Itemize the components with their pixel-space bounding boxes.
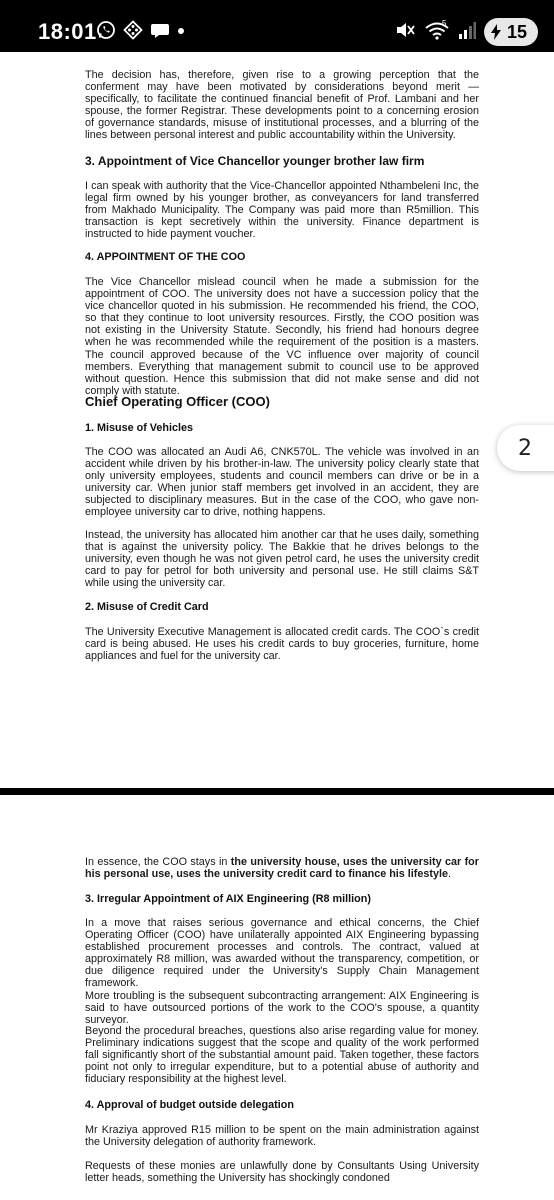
paragraph-vehicles-2: Instead, the university has allocated him another car that he uses daily, something that is against the university policy. The Bakkie that he drives belongs to the university, even though he was not given petrol card, he uses the university credit card to pay for petrol for both university and personal use. He still claims S&T while using the university car. (85, 529, 479, 590)
paragraph-aix-1: In a move that raises serious governance and ethical concerns, the Chief Operating Officer (COO) have unilaterally appointed AIX Engineering bypassing established procurement processes and controls. The contract, valued at approximately R8 million, was awarded without the transparency, competition, or due diligence required under the University's Supply Chain Management framework. (85, 917, 479, 990)
heading-coo: Chief Operating Officer (COO) (85, 394, 270, 409)
paragraph-coo-appointment: The Vice Chancellor mislead council when he made a submission for the appointment of COO. The university does not have a succession policy that the vice chancellor quoted in his submission. He recommended his friend, the COO, so that they continue to loot university resources. Firstly, the COO position was not existing in the University Statute. Secondly, his friend had honours degree when he was recommended while the requirement of the position is a masters. The council approved because of the VC influence over majority of council members. Everything that management submit to council use to be approved without question. Hence this submission that did not make sense and did not comply with statute. (85, 276, 479, 397)
signal-icon (458, 20, 476, 45)
notification-icons (96, 21, 186, 43)
section-vehicles (85, 422, 479, 434)
paragraph-essence (85, 856, 479, 880)
section-credit-card-body (85, 626, 479, 662)
section-aix-body-1 (85, 917, 479, 990)
app-grid-icon (122, 19, 144, 46)
heading-aix: 3. Irregular Appointment of AIX Engineering (R8 million) (85, 893, 371, 905)
battery-level: 15 (506, 21, 528, 42)
status-bar (0, 0, 554, 52)
essence-post: . (448, 868, 452, 881)
mute-icon (394, 19, 416, 46)
paragraph-intro: The decision has, therefore, given rise to a growing perception that the conferment may have been motivated by considerations beyond merit — specifically, to facilitate the continued financial benefit of Prof. Lambani and her spouse, the former Registrar. These developments point to a concerning erosion of governance standards, misuse of institutional processes, and a blurring of the lines between personal interest and public accountability within the University. (85, 69, 479, 142)
paragraph-vehicles-1: The COO was allocated an Audi A6, CNK570L. The vehicle was involved in an accident while driven by his brother-in-law. The university policy clearly state that only university employees, students and council members can drive or be in a university car. When junior staff members get involved in an accident, they are subjected to disciplinary measures. But in the case of the COO, who gave non-employee university car to drive, nothing happens. (85, 446, 479, 519)
page-number-indicator[interactable]: 2 (497, 425, 554, 471)
section-vehicles-body-1 (85, 446, 479, 519)
heading-budget: 4. Approval of budget outside delegation (85, 1099, 294, 1111)
paragraph-credit-card: The University Executive Management is allocated credit cards. The COO`s credit card is being abused. He uses his credit cards to buy groceries, furniture, home appliances and fuel for the university car. (85, 626, 479, 663)
dot-icon (176, 23, 186, 41)
section-essence (85, 856, 479, 880)
section-coo (85, 396, 479, 408)
section-aix-body-2 (85, 990, 479, 1026)
heading-vehicles: 1. Misuse of Vehicles (85, 422, 194, 434)
paragraph-aix-2: More troubling is the subsequent subcontracting arrangement: AIX Engineering is said to have outsourced portions of the work to the COO's spouse, a quantity surveyor. (85, 990, 479, 1027)
section-budget-body (85, 1124, 479, 1148)
section-coo-appointment-body (85, 276, 479, 397)
document-page-2[interactable] (0, 795, 554, 1200)
section-aix (85, 893, 479, 905)
heading-credit-card: 2. Misuse of Credit Card (85, 601, 209, 613)
status-time: 18:01 (38, 19, 97, 44)
battery-charging-icon (491, 24, 501, 40)
paragraph-aix-3: Beyond the procedural breaches, questions also arise regarding value for money. Preliminary indications suggest that the scope and quality of the work performed fall significantly short of the substantial amount paid. Taken together, these factors point not only to irregular expenditure, but to a potential abuse of authority and fiduciary responsibility at the highest level. (85, 1025, 479, 1086)
heading-coo-appointment: 4. APPOINTMENT OF THE COO (85, 251, 246, 263)
paragraph-law-firm: I can speak with authority that the Vice-Chancellor appointed Nthambeleni Inc, the legal firm owned by his younger brother, as conveyancers for land transferred from Makhado Municipality. The Company was paid more than R5million. This transaction is kept secretively within the university. Finance department is instructed to hide payment voucher. (85, 180, 479, 241)
wifi-icon (424, 19, 450, 46)
section-coo-appointment (85, 251, 479, 263)
section-credit-card (85, 601, 479, 613)
whatsapp-icon (96, 20, 116, 45)
document-page-1[interactable] (0, 52, 554, 788)
heading-law-firm: 3. Appointment of Vice Chancellor younger brother law firm (85, 154, 425, 168)
battery-indicator (484, 18, 538, 46)
section-law-firm (85, 155, 479, 167)
wifi-badge: 5 (442, 18, 447, 28)
section-vehicles-body-2 (85, 529, 479, 589)
essence-pre: In essence, the COO stays in (85, 856, 231, 868)
chat-bubble-icon (150, 20, 170, 45)
section-budget (85, 1099, 479, 1111)
page-1-content (85, 69, 479, 142)
paragraph-budget: Mr Kraziya approved R15 million to be spent on the main administration against the University delegation of authority framework. (85, 1124, 479, 1149)
section-law-firm-body (85, 180, 479, 240)
essence-bold: the university house, uses the university car for his personal use, uses the university credit card to finance his lifestyle (85, 856, 479, 881)
paragraph-requests: Requests of these monies are unlawfully done by Consultants Using University letter heads, something the University has shockingly condoned (85, 1160, 479, 1185)
system-icons (394, 18, 538, 46)
section-requests (85, 1160, 479, 1184)
section-aix-body-3 (85, 1025, 479, 1085)
